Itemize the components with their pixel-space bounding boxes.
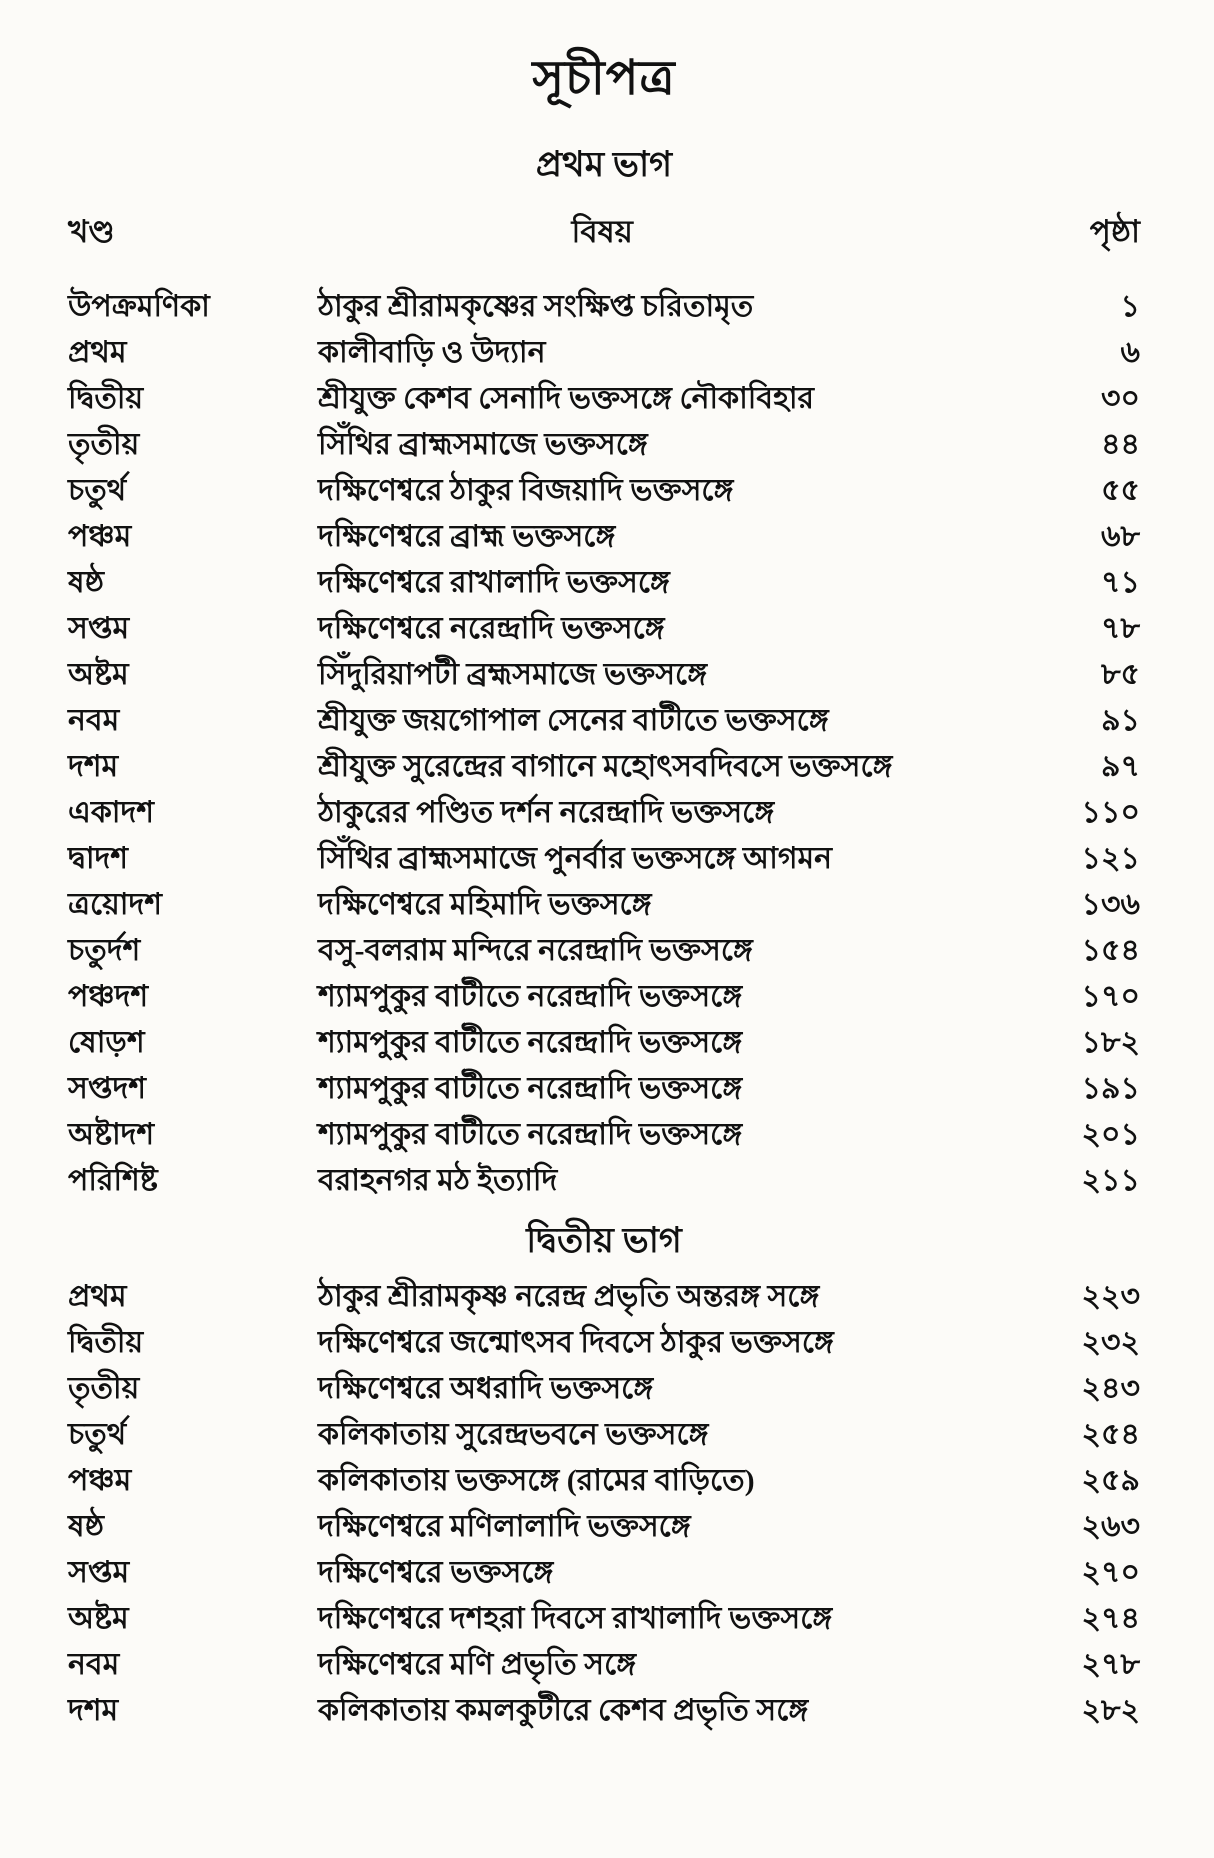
row-page-number: ১২১ — [1081, 841, 1140, 875]
row-volume-label: তৃতীয় — [68, 427, 140, 461]
toc-row — [68, 1274, 1140, 1320]
column-header-subject: বিষয় — [571, 213, 633, 249]
row-volume-label: সপ্তম — [68, 1555, 130, 1589]
row-subject: দক্ষিণেশ্বরে জন্মোৎসব দিবসে ঠাকুর ভক্তসঙ্গে — [318, 1325, 834, 1359]
row-subject: ঠাকুরের পণ্ডিত দর্শন নরেন্দ্রাদি ভক্তসঙ্গে — [318, 795, 775, 829]
toc-row — [68, 652, 1140, 698]
toc-row — [68, 560, 1140, 606]
row-subject: বসু-বলরাম মন্দিরে নরেন্দ্রাদি ভক্তসঙ্গে — [318, 933, 753, 967]
column-header-page: পৃষ্ঠা — [1089, 213, 1140, 249]
row-page-number: ৪৪ — [1101, 427, 1140, 461]
row-page-number: ২৮২ — [1081, 1693, 1140, 1727]
toc-row — [68, 1158, 1140, 1204]
row-volume-label: পঞ্চদশ — [68, 979, 149, 1013]
row-volume-label: নবম — [68, 1647, 120, 1681]
row-subject: দক্ষিণেশ্বরে নরেন্দ্রাদি ভক্তসঙ্গে — [318, 611, 665, 645]
row-page-number: ১৯১ — [1081, 1071, 1140, 1105]
row-page-number: ১৫৪ — [1081, 933, 1140, 967]
row-page-number: ১ — [1120, 289, 1140, 323]
row-volume-label: পরিশিষ্ট — [68, 1163, 158, 1197]
toc-row — [68, 744, 1140, 790]
row-volume-label: ষষ্ঠ — [68, 1509, 105, 1543]
row-volume-label: দ্বিতীয় — [68, 1325, 144, 1359]
toc-row — [68, 376, 1140, 422]
row-page-number: ৯১ — [1101, 703, 1140, 737]
row-page-number: ৩০ — [1100, 381, 1140, 415]
toc-row — [68, 606, 1140, 652]
row-subject: শ্রীযুক্ত জয়গোপাল সেনের বাটীতে ভক্তসঙ্গে — [318, 703, 829, 737]
row-subject: শ্রীযুক্ত সুরেন্দ্রের বাগানে মহোৎসবদিবসে ভক্তসঙ্গে — [318, 749, 893, 783]
row-page-number: ৬ — [1120, 335, 1140, 369]
row-volume-label: ষষ্ঠ — [68, 565, 105, 599]
row-page-number: ২৬৩ — [1081, 1509, 1140, 1543]
row-volume-label: দ্বাদশ — [68, 841, 129, 875]
row-subject: কলিকাতায় সুরেন্দ্রভবনে ভক্তসঙ্গে — [318, 1417, 709, 1451]
toc-row — [68, 1366, 1140, 1412]
row-subject: দক্ষিণেশ্বরে ঠাকুর বিজয়াদি ভক্তসঙ্গে — [318, 473, 734, 507]
page-title: সূচীপত্র — [532, 52, 676, 105]
part-1-heading: প্রথম ভাগ — [535, 144, 673, 184]
toc-row — [68, 468, 1140, 514]
row-subject: ঠাকুর শ্রীরামকৃষ্ণের সংক্ষিপ্ত চরিতামৃত — [318, 289, 754, 323]
row-page-number: ৭৮ — [1101, 611, 1140, 645]
row-volume-label: তৃতীয় — [68, 1371, 140, 1405]
toc-row — [68, 1320, 1140, 1366]
row-volume-label: প্রথম — [68, 1279, 127, 1313]
row-volume-label: অষ্টম — [68, 657, 129, 691]
row-volume-label: চতুর্থ — [68, 1417, 127, 1451]
row-page-number: ১১০ — [1081, 795, 1140, 829]
column-header-volume: খণ্ড — [68, 213, 115, 249]
part-2-heading: দ্বিতীয় ভাগ — [526, 1220, 682, 1260]
row-volume-label: চতুর্দশ — [68, 933, 141, 967]
row-page-number: ২৪৩ — [1081, 1371, 1140, 1405]
row-page-number: ১৭০ — [1081, 979, 1140, 1013]
toc-row — [68, 1688, 1140, 1734]
row-subject: কালীবাড়ি ও উদ্যান — [318, 335, 546, 369]
row-subject: দক্ষিণেশ্বরে মণি প্রভৃতি সঙ্গে — [318, 1647, 637, 1681]
row-page-number: ২৭৪ — [1081, 1601, 1140, 1635]
toc-row — [68, 1642, 1140, 1688]
row-subject: শ্রীযুক্ত কেশব সেনাদি ভক্তসঙ্গে নৌকাবিহার — [318, 381, 815, 415]
row-subject: কলিকাতায় কমলকুটীরে কেশব প্রভৃতি সঙ্গে — [318, 1693, 809, 1727]
toc-row — [68, 790, 1140, 836]
toc-row — [68, 1458, 1140, 1504]
row-subject: কলিকাতায় ভক্তসঙ্গে (রামের বাড়িতে) — [318, 1463, 755, 1497]
row-subject: দক্ষিণেশ্বরে দশহরা দিবসে রাখালাদি ভক্তসঙ্গে — [318, 1601, 833, 1635]
row-page-number: ২২৩ — [1081, 1279, 1140, 1313]
toc-row — [68, 330, 1140, 376]
toc-row — [68, 1412, 1140, 1458]
toc-row — [68, 1504, 1140, 1550]
row-volume-label: ত্রয়োদশ — [68, 887, 162, 921]
row-volume-label: দশম — [68, 1693, 119, 1727]
row-volume-label: অষ্টম — [68, 1601, 129, 1635]
toc-row — [68, 1020, 1140, 1066]
row-page-number: ৭১ — [1101, 565, 1140, 599]
row-subject: সিঁদুরিয়াপটী ব্রহ্মসমাজে ভক্তসঙ্গে — [318, 657, 707, 691]
row-page-number: ২৩২ — [1081, 1325, 1140, 1359]
toc-row — [68, 928, 1140, 974]
toc-row — [68, 1112, 1140, 1158]
toc-row — [68, 1066, 1140, 1112]
row-volume-label: পঞ্চম — [68, 519, 132, 553]
row-volume-label: অষ্টাদশ — [68, 1117, 155, 1151]
row-page-number: ২৭০ — [1081, 1555, 1140, 1589]
row-volume-label: নবম — [68, 703, 120, 737]
row-subject: দক্ষিণেশ্বরে ভক্তসঙ্গে — [318, 1555, 554, 1589]
toc-row — [68, 514, 1140, 560]
toc-row — [68, 1550, 1140, 1596]
column-header-row — [68, 212, 1140, 252]
part-2-rows — [68, 1274, 1140, 1734]
row-page-number: ৬৮ — [1101, 519, 1140, 553]
toc-row — [68, 698, 1140, 744]
row-subject: শ্যামপুকুর বাটীতে নরেন্দ্রাদি ভক্তসঙ্গে — [318, 979, 743, 1013]
row-subject: সিঁথির ব্রাহ্মসমাজে ভক্তসঙ্গে — [318, 427, 648, 461]
row-volume-label: উপক্রমণিকা — [68, 289, 210, 323]
row-subject: শ্যামপুকুর বাটীতে নরেন্দ্রাদি ভক্তসঙ্গে — [318, 1117, 743, 1151]
toc-row — [68, 284, 1140, 330]
row-volume-label: সপ্তদশ — [68, 1071, 146, 1105]
row-subject: সিঁথির ব্রাহ্মসমাজে পুনর্বার ভক্তসঙ্গে আগমন — [318, 841, 833, 875]
row-subject: শ্যামপুকুর বাটীতে নরেন্দ্রাদি ভক্তসঙ্গে — [318, 1071, 743, 1105]
toc-row — [68, 882, 1140, 928]
row-volume-label: প্রথম — [68, 335, 127, 369]
row-subject: শ্যামপুকুর বাটীতে নরেন্দ্রাদি ভক্তসঙ্গে — [318, 1025, 743, 1059]
row-volume-label: ষোড়শ — [68, 1025, 145, 1059]
part-1-rows — [68, 284, 1140, 1204]
toc-row — [68, 974, 1140, 1020]
row-volume-label: দশম — [68, 749, 119, 783]
row-volume-label: একাদশ — [68, 795, 155, 829]
row-page-number: ১৩৬ — [1081, 887, 1140, 921]
toc-row — [68, 422, 1140, 468]
toc-row — [68, 1596, 1140, 1642]
row-page-number: ২৭৮ — [1081, 1647, 1140, 1681]
row-page-number: ১৮২ — [1081, 1025, 1140, 1059]
row-volume-label: সপ্তম — [68, 611, 130, 645]
row-subject: দক্ষিণেশ্বরে ব্রাহ্ম ভক্তসঙ্গে — [318, 519, 616, 553]
row-page-number: ২৫৯ — [1081, 1463, 1140, 1497]
row-volume-label: চতুর্থ — [68, 473, 127, 507]
row-page-number: ২০১ — [1081, 1117, 1140, 1151]
row-subject: দক্ষিণেশ্বরে মণিলালাদি ভক্তসঙ্গে — [318, 1509, 691, 1543]
row-subject: ঠাকুর শ্রীরামকৃষ্ণ নরেন্দ্র প্রভৃতি অন্তরঙ্গ সঙ্গে — [318, 1279, 820, 1313]
toc-row — [68, 836, 1140, 882]
row-volume-label: দ্বিতীয় — [68, 381, 144, 415]
row-subject: দক্ষিণেশ্বরে রাখালাদি ভক্তসঙ্গে — [318, 565, 670, 599]
row-page-number: ৯৭ — [1101, 749, 1140, 783]
row-page-number: ২১১ — [1081, 1163, 1140, 1197]
row-subject: বরাহনগর মঠ ইত্যাদি — [318, 1163, 558, 1197]
row-page-number: ৮৫ — [1101, 657, 1140, 691]
row-page-number: ৫৫ — [1101, 473, 1140, 507]
row-subject: দক্ষিণেশ্বরে মহিমাদি ভক্তসঙ্গে — [318, 887, 652, 921]
row-page-number: ২৫৪ — [1081, 1417, 1140, 1451]
row-subject: দক্ষিণেশ্বরে অধরাদি ভক্তসঙ্গে — [318, 1371, 654, 1405]
row-volume-label: পঞ্চম — [68, 1463, 132, 1497]
